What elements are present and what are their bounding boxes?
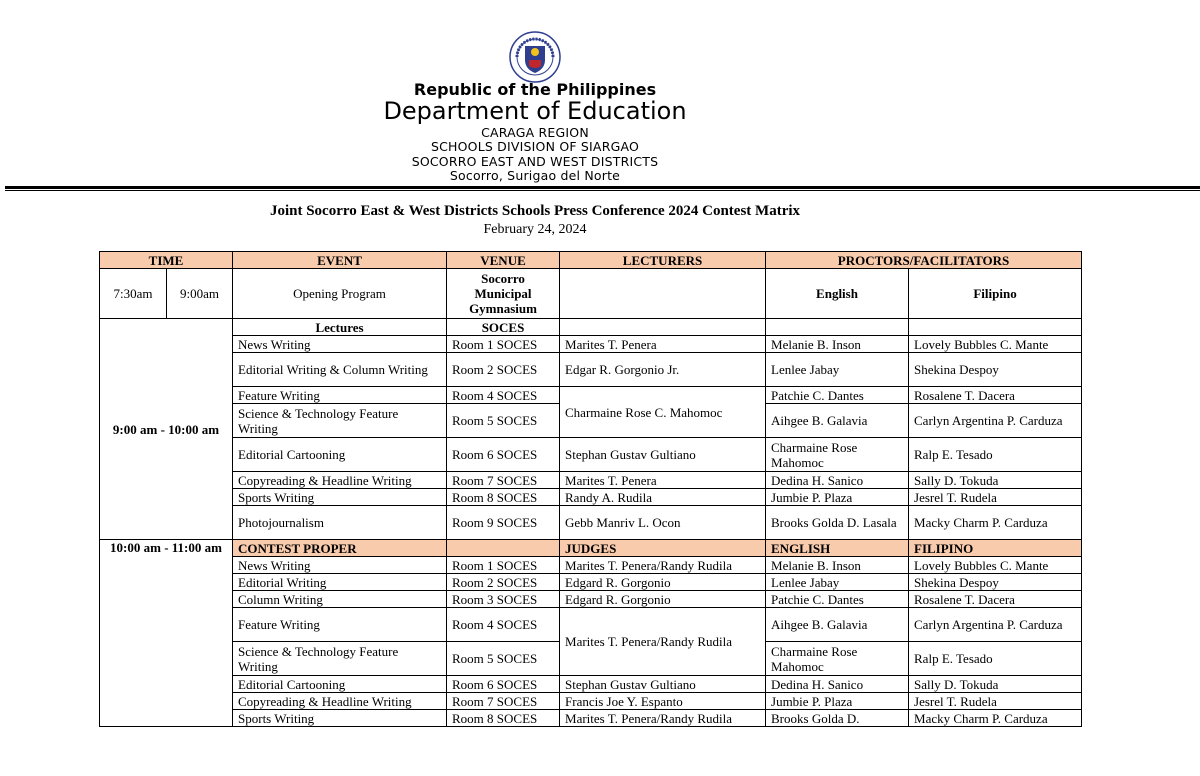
opening-end-time: 9:00am [167, 269, 233, 319]
table-row [100, 472, 1082, 489]
opening-venue: Socorro Municipal Gymnasium [447, 269, 560, 319]
event-cell: Science & Technology Feature Writing [233, 404, 447, 438]
venue-cell: Room 2 SOCES [447, 574, 560, 591]
table-header-row [100, 252, 1082, 269]
table-cell [909, 319, 1082, 336]
lectures-label: Lectures [233, 319, 447, 336]
english-cell: Aihgee B. Galavia [766, 404, 909, 438]
filipino-cell: Carlyn Argentina P. Carduza [909, 404, 1082, 438]
table-row [100, 608, 1082, 642]
col-header-proctors: PROCTORS/FACILITATORS [766, 252, 1082, 269]
english-cell: Charmaine Rose Mahomoc [766, 642, 909, 676]
judge-cell: Stephan Gustav Gultiano [560, 676, 766, 693]
event-cell: Photojournalism [233, 506, 447, 540]
venue-cell: Room 9 SOCES [447, 506, 560, 540]
filipino-subheader: FILIPINO [909, 540, 1082, 557]
filipino-cell: Jesrel T. Rudela [909, 489, 1082, 506]
venue-cell: Room 5 SOCES [447, 642, 560, 676]
filipino-cell: Rosalene T. Dacera [909, 387, 1082, 404]
table-row [100, 438, 1082, 472]
judge-cell: Edgard R. Gorgonio [560, 591, 766, 608]
contest-label: CONTEST PROPER [233, 540, 447, 557]
english-cell: Brooks Golda D. [766, 710, 909, 727]
english-cell: Melanie B. Inson [766, 336, 909, 353]
filipino-cell: Ralp E. Tesado [909, 642, 1082, 676]
col-header-venue: VENUE [447, 252, 560, 269]
venue-cell: Room 2 SOCES [447, 353, 560, 387]
venue-cell: Room 5 SOCES [447, 404, 560, 438]
judge-cell: Marites T. Penera/Randy Rudila [560, 608, 766, 676]
venue-cell: Room 8 SOCES [447, 710, 560, 727]
event-cell: Editorial Writing [233, 574, 447, 591]
lecturer-cell: Marites T. Penera [560, 472, 766, 489]
event-cell: News Writing [233, 336, 447, 353]
judge-cell: Marites T. Penera/Randy Rudila [560, 710, 766, 727]
lecturer-cell: Marites T. Penera [560, 336, 766, 353]
districts-line: SOCORRO EAST AND WEST DISTRICTS [411, 154, 659, 169]
header-rule-thin [5, 190, 1200, 191]
event-cell: Copyreading & Headline Writing [233, 472, 447, 489]
filipino-cell: Shekina Despoy [909, 353, 1082, 387]
event-cell: Science & Technology Feature Writing [233, 642, 447, 676]
filipino-cell: Lovely Bubbles C. Mante [909, 557, 1082, 574]
table-cell [766, 319, 909, 336]
lecturer-cell: Stephan Gustav Gultiano [560, 438, 766, 472]
table-row [100, 574, 1082, 591]
english-cell: Patchie C. Dantes [766, 387, 909, 404]
region-line: CARAGA REGION [481, 125, 589, 140]
venue-cell: Room 4 SOCES [447, 387, 560, 404]
venue-cell: Room 4 SOCES [447, 608, 560, 642]
venue-cell: Room 3 SOCES [447, 591, 560, 608]
english-subheader: ENGLISH [766, 540, 909, 557]
filipino-cell: Macky Charm P. Carduza [909, 506, 1082, 540]
table-cell [560, 319, 766, 336]
lectures-time: 9:00 am - 10:00 am [100, 319, 233, 540]
english-cell: Jumbie P. Plaza [766, 693, 909, 710]
english-subheader: English [766, 269, 909, 319]
table-row [100, 353, 1082, 387]
lecturer-cell: Edgar R. Gorgonio Jr. [560, 353, 766, 387]
event-cell: Copyreading & Headline Writing [233, 693, 447, 710]
table-row [100, 557, 1082, 574]
republic-heading: Republic of the Philippines [413, 80, 657, 99]
english-cell: Melanie B. Inson [766, 557, 909, 574]
deped-seal-icon [509, 31, 561, 83]
filipino-subheader: Filipino [909, 269, 1082, 319]
table-row [100, 387, 1082, 404]
table-row [100, 336, 1082, 353]
filipino-cell: Ralp E. Tesado [909, 438, 1082, 472]
contest-label-row [100, 540, 1082, 557]
address-line: Socorro, Surigao del Norte [449, 168, 621, 183]
header-rule-thick [5, 186, 1200, 189]
col-header-lecturers: LECTURERS [560, 252, 766, 269]
table-row [100, 693, 1082, 710]
event-cell: Column Writing [233, 591, 447, 608]
filipino-cell: Macky Charm P. Carduza [909, 710, 1082, 727]
lectures-venue: SOCES [447, 319, 560, 336]
event-cell: Feature Writing [233, 387, 447, 404]
lectures-label-row [100, 319, 1082, 336]
filipino-cell: Shekina Despoy [909, 574, 1082, 591]
event-cell: News Writing [233, 557, 447, 574]
event-cell: Editorial Writing & Column Writing [233, 353, 447, 387]
venue-cell: Room 6 SOCES [447, 438, 560, 472]
english-cell: Dedina H. Sanico [766, 676, 909, 693]
opening-row [100, 269, 1082, 319]
table-row [100, 710, 1082, 727]
time-cell [100, 557, 233, 727]
filipino-cell: Lovely Bubbles C. Mante [909, 336, 1082, 353]
venue-cell: Room 8 SOCES [447, 489, 560, 506]
venue-cell: Room 6 SOCES [447, 676, 560, 693]
english-cell: Aihgee B. Galavia [766, 608, 909, 642]
contest-matrix-table [99, 251, 1082, 727]
filipino-cell: Sally D. Tokuda [909, 676, 1082, 693]
event-cell: Editorial Cartooning [233, 438, 447, 472]
table-row [100, 676, 1082, 693]
judge-cell: Francis Joe Y. Espanto [560, 693, 766, 710]
lecturer-cell: Charmaine Rose C. Mahomoc [560, 387, 766, 438]
event-cell: Sports Writing [233, 489, 447, 506]
english-cell: Lenlee Jabay [766, 353, 909, 387]
table-row [100, 591, 1082, 608]
opening-start-time: 7:30am [100, 269, 167, 319]
col-header-time: TIME [100, 252, 233, 269]
lecturer-cell: Randy A. Rudila [560, 489, 766, 506]
table-row [100, 506, 1082, 540]
filipino-cell: Rosalene T. Dacera [909, 591, 1082, 608]
document-title: Joint Socorro East & West Districts Schools Press Conference 2024 Contest Matrix [269, 203, 801, 219]
english-cell: Lenlee Jabay [766, 574, 909, 591]
filipino-cell: Sally D. Tokuda [909, 472, 1082, 489]
venue-cell: Room 1 SOCES [447, 336, 560, 353]
judges-subheader: JUDGES [560, 540, 766, 557]
english-cell: Charmaine Rose Mahomoc [766, 438, 909, 472]
venue-cell: Room 7 SOCES [447, 472, 560, 489]
table-cell [447, 540, 560, 557]
judge-cell: Edgard R. Gorgonio [560, 574, 766, 591]
document-date: February 24, 2024 [483, 222, 587, 237]
judge-cell: Marites T. Penera/Randy Rudila [560, 557, 766, 574]
event-cell: Editorial Cartooning [233, 676, 447, 693]
english-cell: Brooks Golda D. Lasala [766, 506, 909, 540]
opening-lecturer [560, 269, 766, 319]
english-cell: Patchie C. Dantes [766, 591, 909, 608]
lecturer-cell: Gebb Manriv L. Ocon [560, 506, 766, 540]
event-cell: Feature Writing [233, 608, 447, 642]
table-row [100, 489, 1082, 506]
contest-time: 10:00 am - 11:00 am [100, 540, 233, 557]
col-header-event: EVENT [233, 252, 447, 269]
filipino-cell: Jesrel T. Rudela [909, 693, 1082, 710]
english-cell: Dedina H. Sanico [766, 472, 909, 489]
event-cell: Sports Writing [233, 710, 447, 727]
division-line: SCHOOLS DIVISION OF SIARGAO [430, 139, 640, 154]
filipino-cell: Carlyn Argentina P. Carduza [909, 608, 1082, 642]
department-heading: Department of Education [383, 97, 687, 125]
opening-event: Opening Program [233, 269, 447, 319]
english-cell: Jumbie P. Plaza [766, 489, 909, 506]
venue-cell: Room 7 SOCES [447, 693, 560, 710]
venue-cell: Room 1 SOCES [447, 557, 560, 574]
